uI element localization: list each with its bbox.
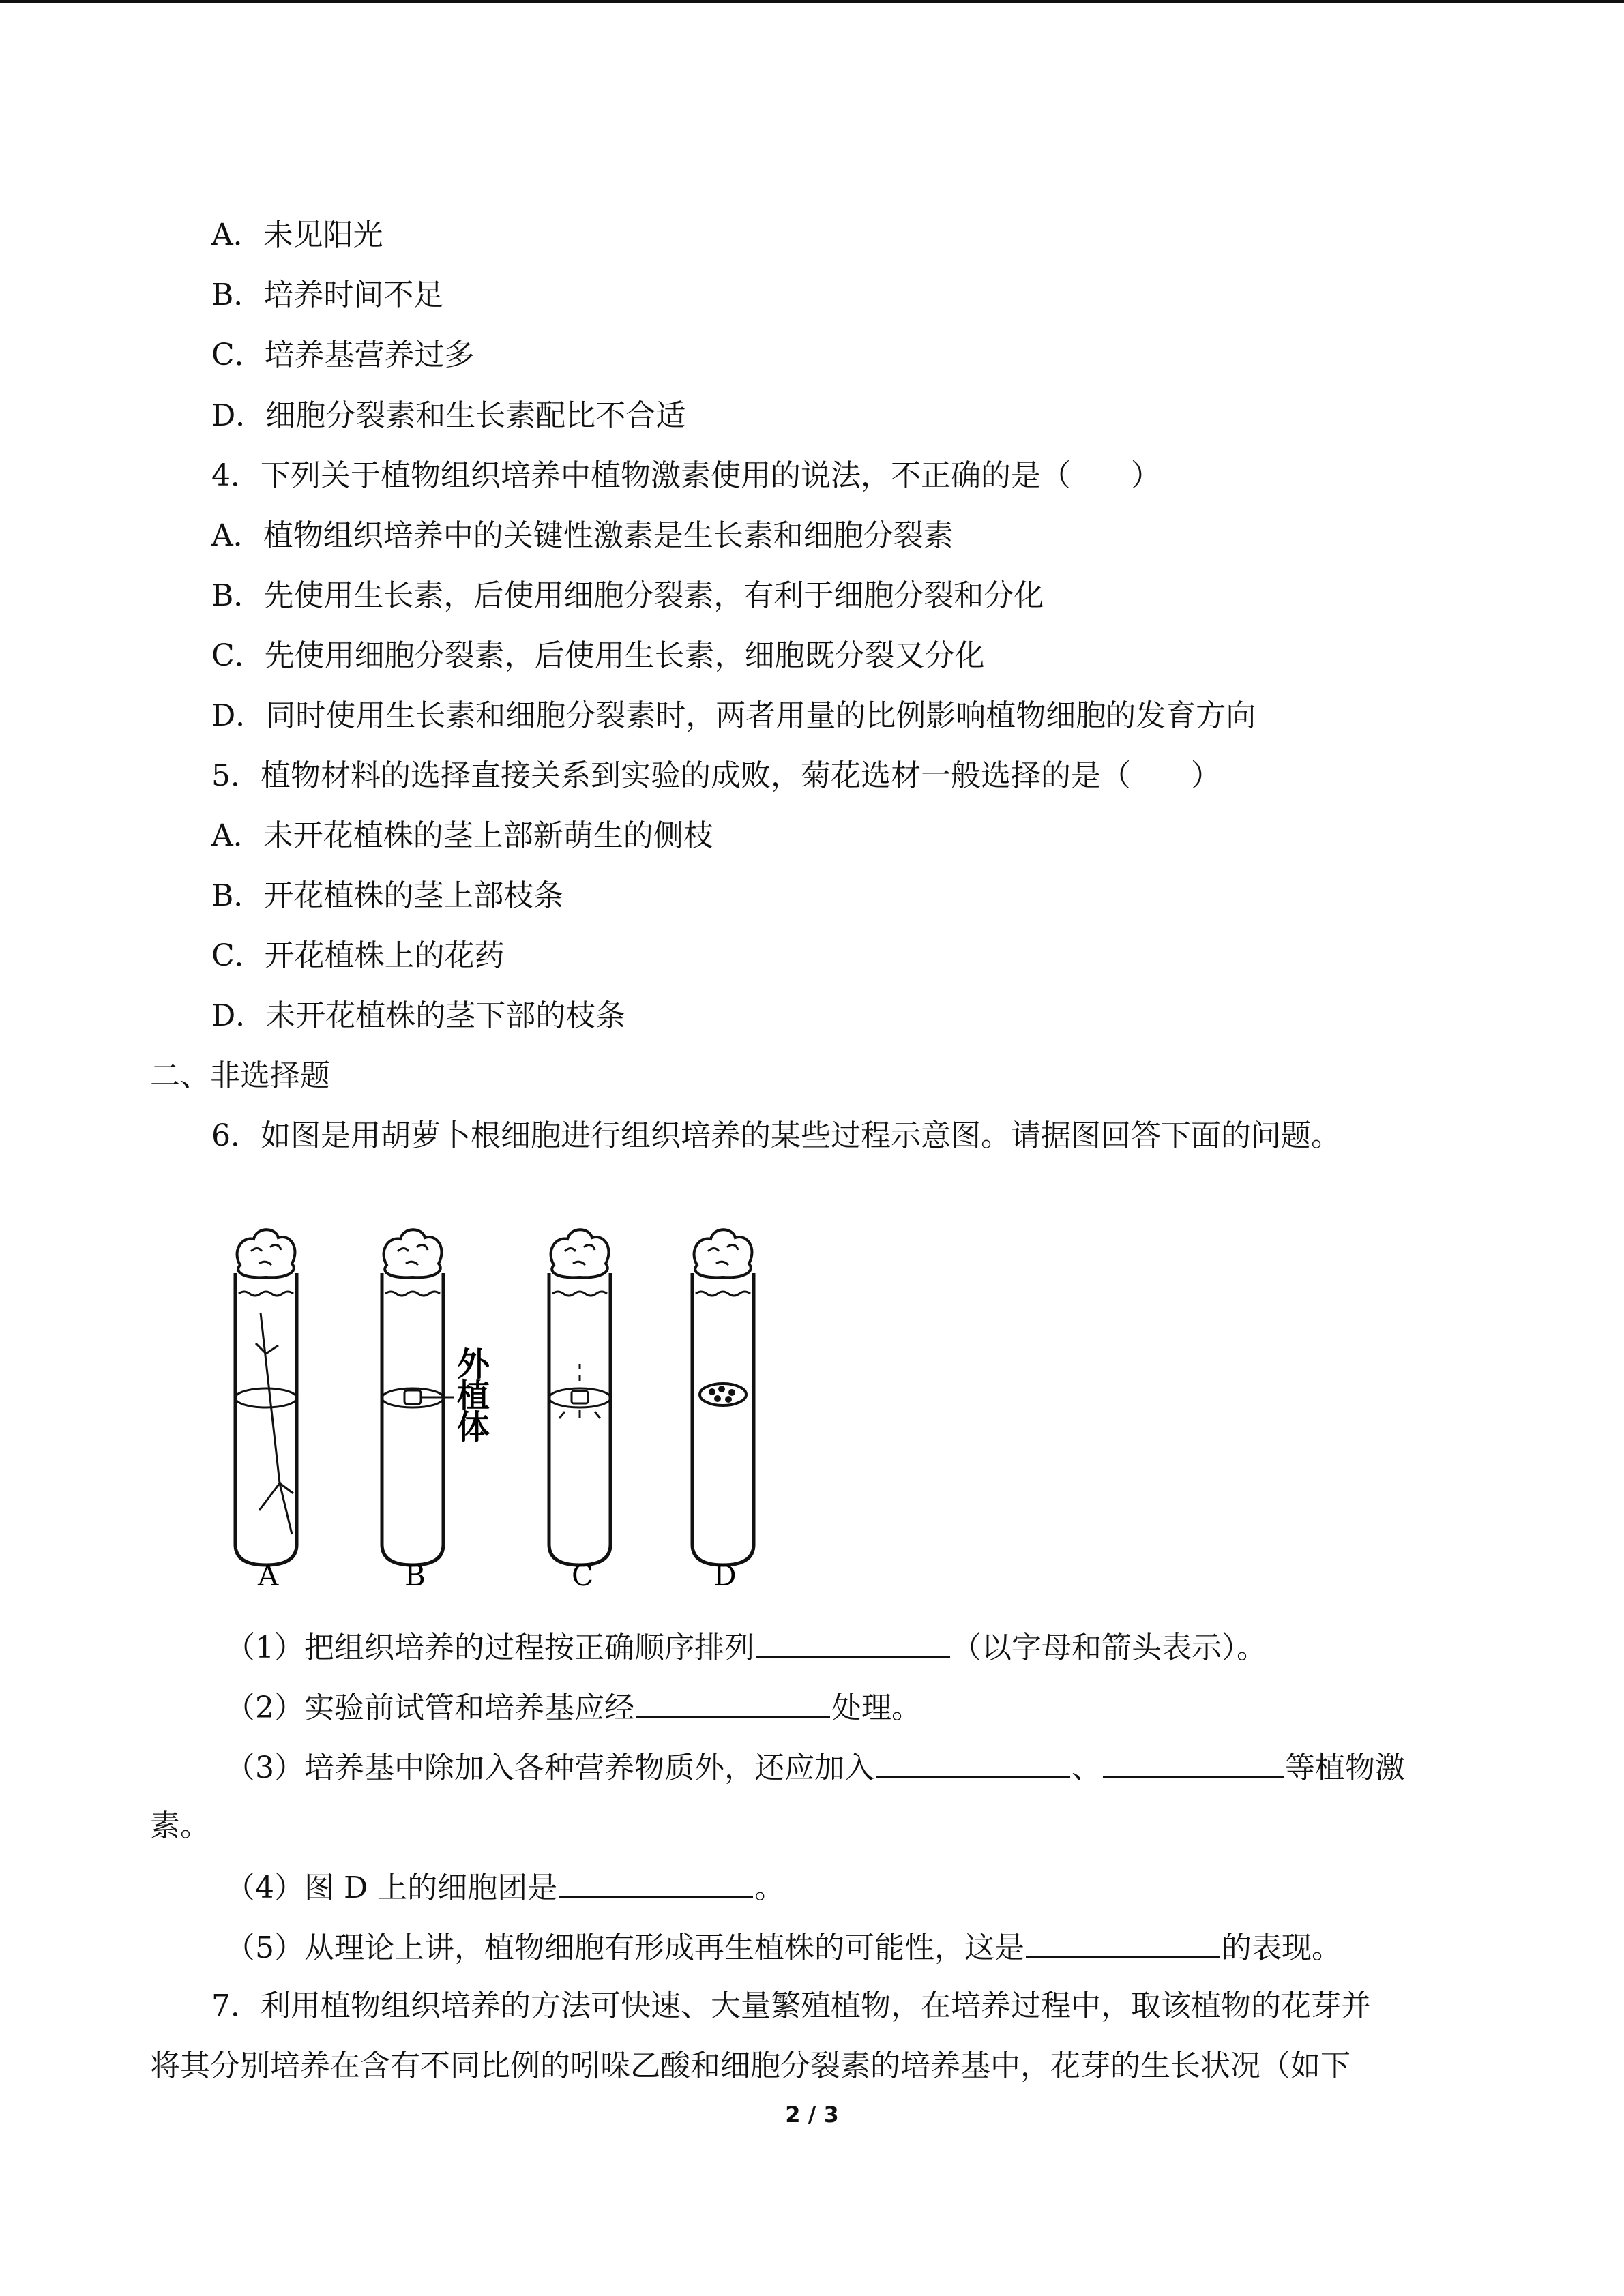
- q5-option-a: A．未开花植株的茎上部新萌生的侧枝: [211, 818, 713, 853]
- q6-stem: 6．如图是用胡萝卜根细胞进行组织培养的某些过程示意图。请据图回答下面的问题。: [211, 1118, 1341, 1153]
- explant-label-3: 体: [457, 1408, 490, 1446]
- q5-option-c: C．开花植株上的花药: [211, 938, 505, 973]
- q4-option-a: A．植物组织培养中的关键性激素是生长素和细胞分裂素: [211, 518, 954, 553]
- explant-label-2: 植: [457, 1377, 490, 1415]
- q6-sub4: （4）图 D 上的细胞团是 。: [225, 1866, 784, 1909]
- q4-option-c: C．先使用细胞分裂素，后使用生长素，细胞既分裂又分化: [211, 638, 985, 673]
- page-top-border: [0, 0, 1624, 3]
- q6-sub3: （3）培养基中除加入各种营养物质外，还应加入 、 等植物激: [225, 1746, 1405, 1789]
- q3-option-a: A．未见阳光: [211, 218, 383, 252]
- explant-label-1: 外: [457, 1345, 490, 1384]
- q7-line-1: 7．利用植物组织培养的方法可快速、大量繁殖植物，在培养过程中，取该植物的花芽并: [211, 1988, 1371, 2023]
- q6-sub4-blank[interactable]: [559, 1866, 753, 1898]
- q5-stem: 5．植物材料的选择直接关系到实验的成败，菊花选材一般选择的是（ ）: [211, 758, 1221, 793]
- q6-sub5-blank[interactable]: [1026, 1926, 1220, 1958]
- tube-label-a: A: [258, 1559, 279, 1592]
- q7-line-2: 将其分别培养在含有不同比例的吲哚乙酸和细胞分裂素的培养基中，花芽的生长状况（如下: [150, 2048, 1350, 2083]
- test-tube-a: [235, 1229, 297, 1592]
- q6-sub2: （2）实验前试管和培养基应经 处理。: [225, 1686, 921, 1729]
- q3-option-b: B．培养时间不足: [211, 278, 444, 312]
- q6-sub3-blank-2[interactable]: [1103, 1746, 1284, 1778]
- q6-sub1: （1）把组织培养的过程按正确顺序排列 （以字母和箭头表示）。: [225, 1626, 1267, 1669]
- test-tube-b: [382, 1229, 454, 1592]
- q4-option-d: D．同时使用生长素和细胞分裂素时，两者用量的比例影响植物细胞的发育方向: [211, 698, 1256, 733]
- q4-stem: 4．下列关于植物组织培养中植物激素使用的说法，不正确的是（ ）: [211, 458, 1161, 493]
- test-tube-c: [549, 1229, 610, 1592]
- q6-sub1-blank[interactable]: [756, 1626, 950, 1658]
- q4-option-b: B．先使用生长素，后使用细胞分裂素，有利于细胞分裂和分化: [211, 578, 1044, 613]
- q5-option-d: D．未开花植株的茎下部的枝条: [211, 998, 626, 1033]
- tube-label-b: B: [404, 1559, 426, 1592]
- test-tube-d: [692, 1229, 754, 1592]
- tissue-culture-figure: [218, 1224, 778, 1592]
- tube-label-d: D: [713, 1559, 737, 1592]
- q6-sub3-blank-1[interactable]: [876, 1746, 1070, 1778]
- page-number: 2 / 3: [785, 2102, 839, 2128]
- tube-label-c: C: [572, 1559, 594, 1592]
- q6-sub5: （5）从理论上讲，植物细胞有形成再生植株的可能性，这是 的表现。: [225, 1926, 1342, 1969]
- q6-sub2-blank[interactable]: [636, 1686, 830, 1718]
- section-title: 二、非选择题: [150, 1058, 330, 1093]
- q5-option-b: B．开花植株的茎上部枝条: [211, 878, 564, 913]
- q3-option-c: C．培养基营养过多: [211, 338, 475, 372]
- q3-option-d: D．细胞分裂素和生长素配比不合适: [211, 398, 686, 433]
- q6-sub3-continued: 素。: [150, 1808, 210, 1843]
